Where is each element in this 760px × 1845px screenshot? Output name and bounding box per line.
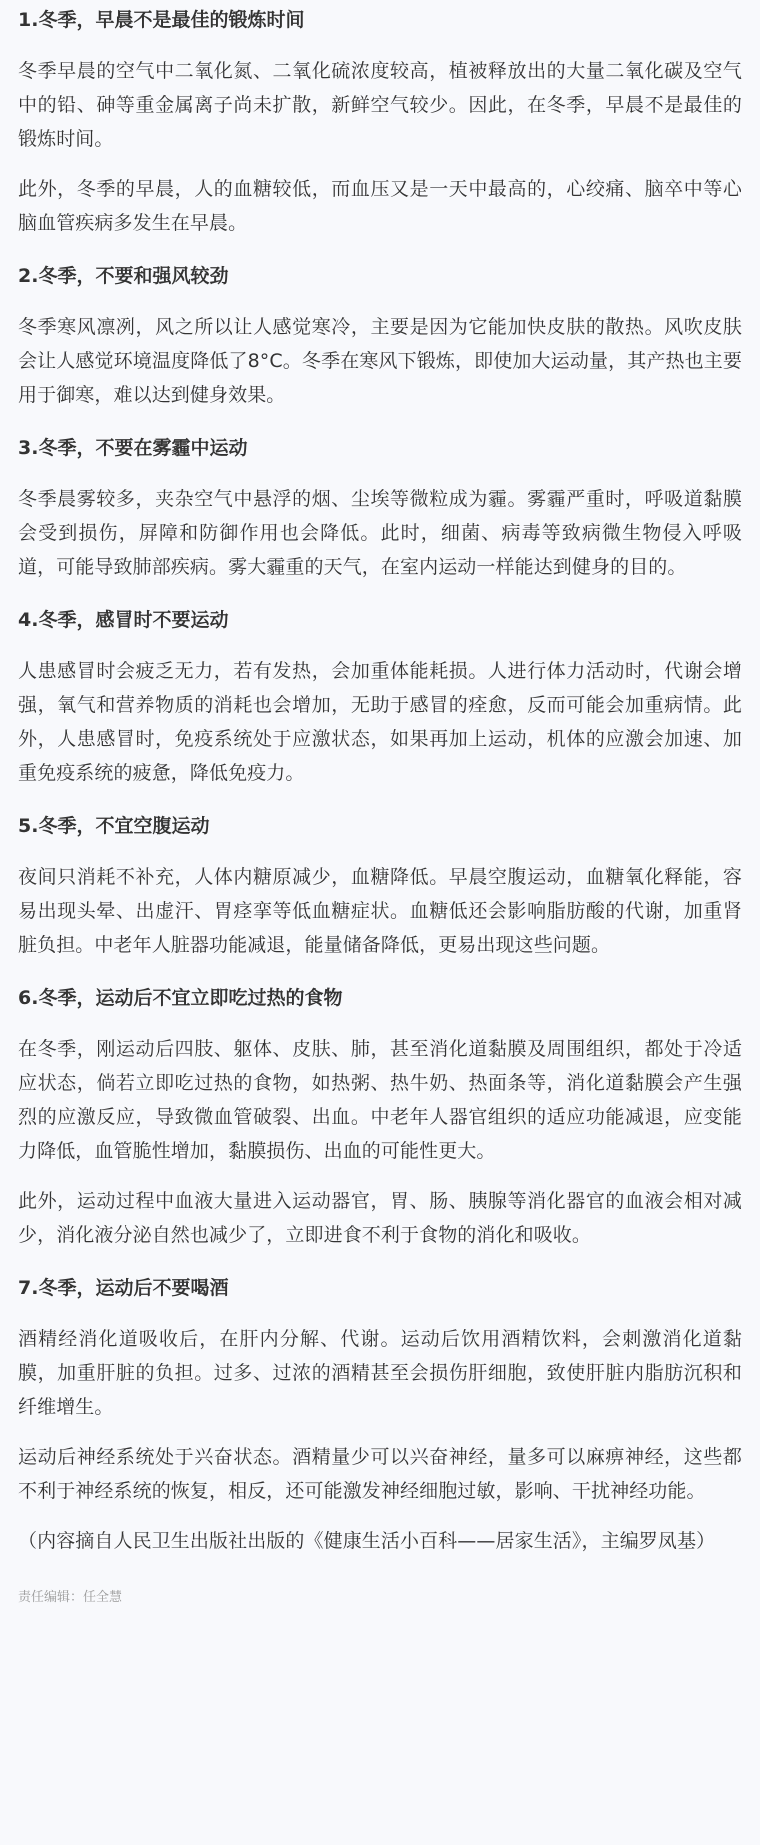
paragraph: 酒精经消化道吸收后，在肝内分解、代谢。运动后饮用酒精饮料，会刺激消化道黏膜，加重肝脏的负担。过多、过浓的酒精甚至会损伤肝细胞，致使肝脏内脂肪沉积和纤维增生。 xyxy=(18,1328,742,1418)
section-7 xyxy=(18,1268,742,1508)
section-heading: 1.冬季，早晨不是最佳的锻炼时间 xyxy=(18,9,305,31)
paragraph: 此外，冬季的早晨，人的血糖较低，而血压又是一天中最高的，心绞痛、脑卒中等心脑血管疾病多发生在早晨。 xyxy=(18,178,742,234)
section-3 xyxy=(18,428,742,584)
section-heading: 3.冬季，不要在雾霾中运动 xyxy=(18,437,248,459)
section-heading: 5.冬季，不宜空腹运动 xyxy=(18,815,210,837)
section-4 xyxy=(18,600,742,790)
section-heading: 2.冬季，不要和强风较劲 xyxy=(18,265,229,287)
paragraph: 冬季寒风凛冽，风之所以让人感觉寒冷，主要是因为它能加快皮肤的散热。风吹皮肤会让人感觉环境温度降低了8°C。冬季在寒风下锻炼，即使加大运动量，其产热也主要用于御寒，难以达到健身效果。 xyxy=(18,316,742,406)
paragraph: 冬季早晨的空气中二氧化氮、二氧化硫浓度较高，植被释放出的大量二氧化碳及空气中的铅、砷等重金属离子尚未扩散，新鲜空气较少。因此，在冬季，早晨不是最佳的锻炼时间。 xyxy=(18,60,742,150)
section-6 xyxy=(18,978,742,1252)
paragraph: 运动后神经系统处于兴奋状态。酒精量少可以兴奋神经，量多可以麻痹神经，这些都不利于神经系统的恢复，相反，还可能激发神经细胞过敏，影响、干扰神经功能。 xyxy=(18,1446,742,1502)
paragraph: 冬季晨雾较多，夹杂空气中悬浮的烟、尘埃等微粒成为霾。雾霾严重时，呼吸道黏膜会受到损伤，屏障和防御作用也会降低。此时，细菌、病毒等致病微生物侵入呼吸道，可能导致肺部疾病。雾大霾重的天气，在室内运动一样能达到健身的目的。 xyxy=(18,488,742,578)
paragraph: 人患感冒时会疲乏无力，若有发热，会加重体能耗损。人进行体力活动时，代谢会增强，氧气和营养物质的消耗也会增加，无助于感冒的痊愈，反而可能会加重病情。此外，人患感冒时，免疫系统处于应激状态，如果再加上运动，机体的应激会加速、加重免疫系统的疲惫，降低免疫力。 xyxy=(18,660,742,784)
section-5 xyxy=(18,806,742,962)
section-heading: 4.冬季，感冒时不要运动 xyxy=(18,609,229,631)
section-2 xyxy=(18,256,742,412)
section-1 xyxy=(18,0,742,240)
editor-credit: 责任编辑：任全慧 xyxy=(18,1590,123,1605)
paragraph: 在冬季，刚运动后四肢、躯体、皮肤、肺，甚至消化道黏膜及周围组织，都处于冷适应状态，倘若立即吃过热的食物，如热粥、热牛奶、热面条等，消化道黏膜会产生强烈的应激反应，导致微血管破裂、出血。中老年人器官组织的适应功能减退，应变能力降低，血管脆性增加，黏膜损伤、出血的可能性更大。 xyxy=(18,1038,742,1162)
section-heading: 7.冬季，运动后不要喝酒 xyxy=(18,1277,229,1299)
source-note: （内容摘自人民卫生出版社出版的《健康生活小百科——居家生活》，主编罗凤基） xyxy=(18,1530,716,1552)
paragraph: 夜间只消耗不补充，人体内糖原减少，血糖降低。早晨空腹运动，血糖氧化释能，容易出现头晕、出虚汗、胃痉挛等低血糖症状。血糖低还会影响脂肪酸的代谢，加重肾脏负担。中老年人脏器功能减退，能量储备降低，更易出现这些问题。 xyxy=(18,866,742,956)
paragraph: 此外，运动过程中血液大量进入运动器官，胃、肠、胰腺等消化器官的血液会相对减少，消化液分泌自然也减少了，立即进食不利于食物的消化和吸收。 xyxy=(18,1190,742,1246)
section-heading: 6.冬季，运动后不宜立即吃过热的食物 xyxy=(18,987,343,1009)
